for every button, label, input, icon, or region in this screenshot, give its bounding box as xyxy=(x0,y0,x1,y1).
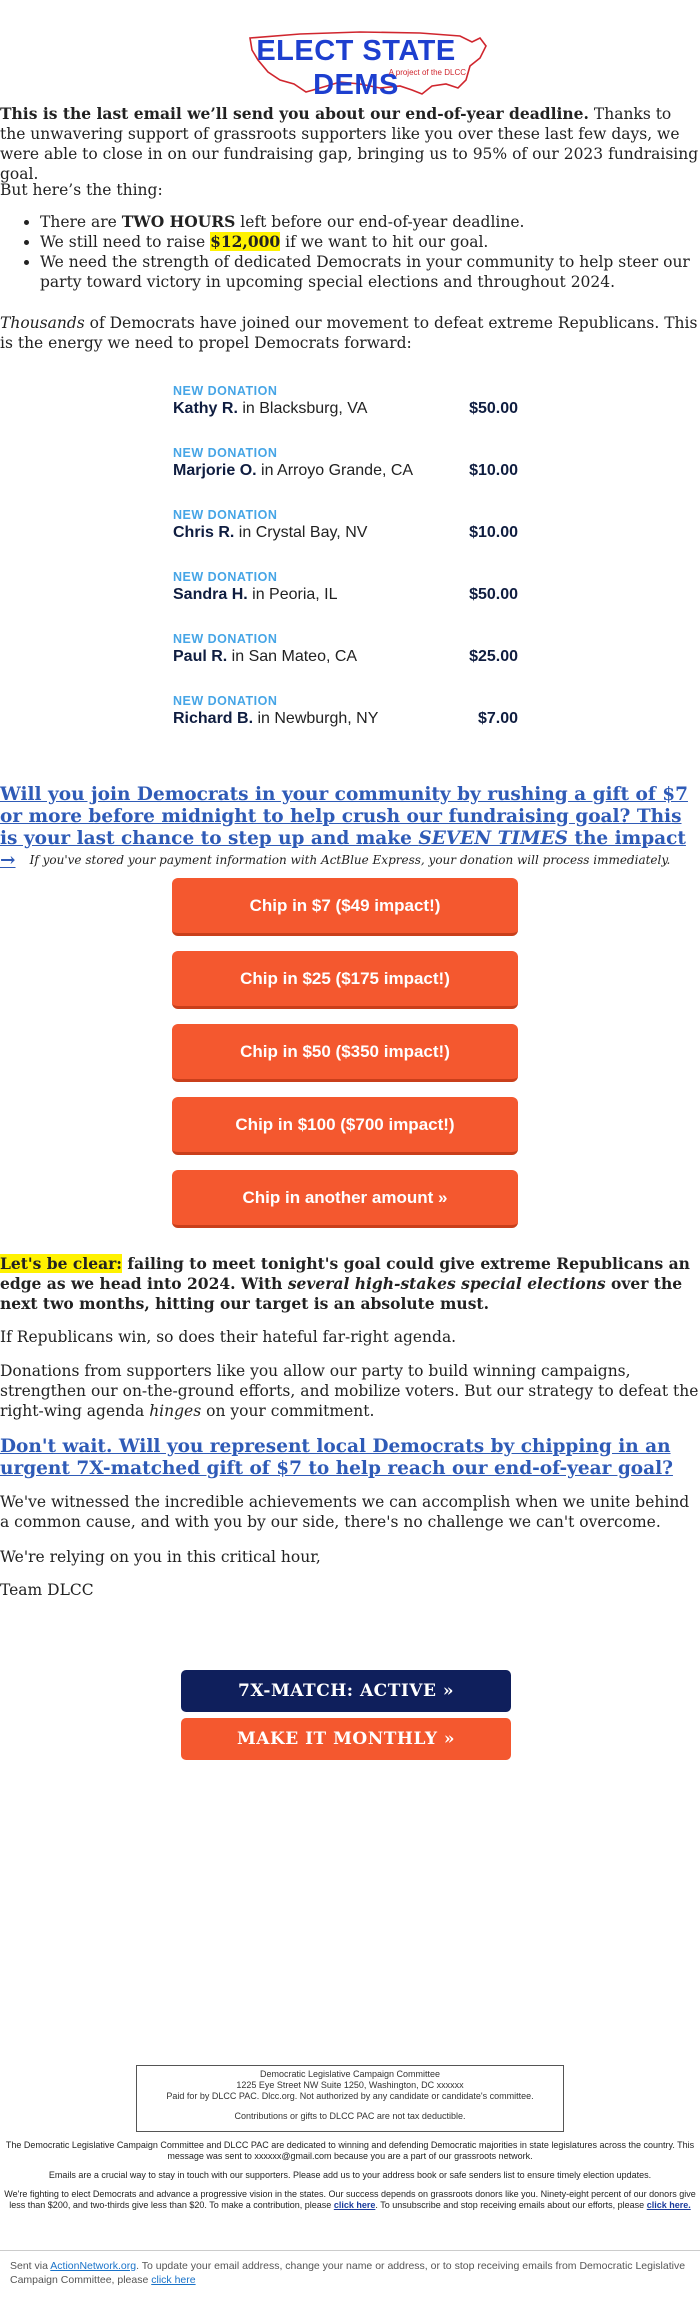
thousands-paragraph xyxy=(0,313,700,353)
clear-bold: over the next two months, hitting our target is an absolute must. xyxy=(0,1274,683,1313)
bullet-bold: TWO HOURS xyxy=(121,212,236,231)
witnessed-text: We've witnessed the incredible achievements we can accomplish when we unite behind a common cause, and with you by our side, there's no challenge we can't overcome. xyxy=(0,1493,690,1531)
contribute-link[interactable]: click here xyxy=(333,2200,376,2210)
actionnetwork-link[interactable]: ActionNetwork.org xyxy=(50,2260,137,2272)
logo-title: ELECT STATE DEMS xyxy=(256,35,456,101)
intro-paragraph xyxy=(0,104,700,184)
signoff-paragraph xyxy=(0,1580,700,1600)
relying-paragraph xyxy=(0,1547,700,1567)
donor-line xyxy=(173,710,378,728)
donation-row xyxy=(173,508,518,570)
intro-lead: This is the last email we’ll send you about our end-of-year deadline. xyxy=(0,104,589,123)
footer-text: . To unsubscribe and stop receiving emails about our efforts, please xyxy=(375,2200,647,2210)
ask2-paragraph xyxy=(0,1436,700,1480)
bullet-text: if we want to hit our goal. xyxy=(280,233,489,251)
footer-org-name: Democratic Legislative Campaign Committee xyxy=(259,2069,441,2079)
sent-via-footer xyxy=(0,2250,700,2287)
donor-place: in Blacksburg, VA xyxy=(237,400,368,417)
donation-tag: NEW DONATION xyxy=(173,446,278,460)
donation-tag: NEW DONATION xyxy=(173,508,278,522)
footer-paid-for: Paid for by DLCC PAC. Dlcc.org. Not authorized by any candidate or candidate's committee. xyxy=(166,2091,534,2101)
donor-line xyxy=(173,524,367,542)
footer-safe-senders: Emails are a crucial way to stay in touch with our supporters. Please add us to your address book or safe senders list to ensure timely election updates. xyxy=(48,2170,652,2180)
chip-in-100-button[interactable]: Chip in $100 ($700 impact!) xyxy=(172,1097,518,1155)
thousands-italic: Thousands xyxy=(0,314,85,332)
thing-paragraph xyxy=(0,180,700,200)
footer-fundraising xyxy=(0,2189,700,2211)
donor-place: in Arroyo Grande, CA xyxy=(256,462,414,479)
donation-amount: $10.00 xyxy=(469,524,518,541)
ask-italic: SEVEN TIMES xyxy=(418,828,568,849)
donation-amount: $25.00 xyxy=(469,648,518,665)
chip-in-7-button[interactable]: Chip in $7 ($49 impact!) xyxy=(172,878,518,936)
donation-row xyxy=(173,384,518,446)
donor-place: in San Mateo, CA xyxy=(227,648,358,665)
clear-italic: several high-stakes special elections xyxy=(287,1274,606,1293)
donor-place: in Peoria, IL xyxy=(247,586,338,603)
logo-subtitle: A project of the DLCC xyxy=(388,68,466,77)
donation-tag: NEW DONATION xyxy=(173,570,278,584)
footer-tax-note: Contributions or gifts to DLCC PAC are not tax deductible. xyxy=(234,2111,466,2121)
republicans-paragraph xyxy=(0,1327,700,1347)
donor-line xyxy=(173,648,357,666)
bullet-list xyxy=(0,212,700,292)
chip-in-other-button[interactable]: Chip in another amount » xyxy=(172,1170,518,1228)
donations-italic: hinges xyxy=(149,1402,202,1420)
chip-in-25-button[interactable]: Chip in $25 ($175 impact!) xyxy=(172,951,518,1009)
clear-paragraph xyxy=(0,1254,700,1314)
donor-name: Sandra H. xyxy=(173,586,248,603)
manage-subscription-link[interactable]: click here xyxy=(151,2274,196,2286)
match-active-button[interactable]: 7X-MATCH: ACTIVE » xyxy=(181,1670,511,1712)
bullet-text: We still need to raise xyxy=(40,233,211,251)
bullet-text: There are xyxy=(40,213,122,231)
donor-line xyxy=(173,586,338,604)
highlighted-amount: $12,000 xyxy=(210,232,281,251)
elect-state-dems-logo[interactable] xyxy=(210,28,500,101)
donation-amount: $7.00 xyxy=(477,710,518,727)
donations-text: Donations from supporters like you allow our party to build winning campaigns, strengthen our on-the-ground efforts, and mobilize voters. But our strategy to defeat the right-wing agenda xyxy=(0,1362,699,1420)
donor-line xyxy=(173,462,413,480)
relying-text: We're relying on you in this critical hour, xyxy=(0,1548,321,1566)
republicans-text: If Republicans win, so does their hateful far-right agenda. xyxy=(0,1328,457,1346)
make-monthly-button[interactable]: MAKE IT MONTHLY » xyxy=(181,1718,511,1760)
donation-tag: NEW DONATION xyxy=(173,694,278,708)
donation-amount: $10.00 xyxy=(469,462,518,479)
sent-via-text: Sent via xyxy=(10,2260,51,2272)
express-note: If you've stored your payment information with ActBlue Express, your donation will process immediately. xyxy=(29,853,671,867)
donor-place: in Newburgh, NY xyxy=(253,710,379,727)
donation-row xyxy=(173,694,518,756)
donor-line xyxy=(173,400,367,418)
donor-name: Marjorie O. xyxy=(173,462,257,479)
signoff-text: Team DLCC xyxy=(0,1581,94,1599)
donor-name: Paul R. xyxy=(173,648,228,665)
donor-place: in Crystal Bay, NV xyxy=(234,524,368,541)
chip-in-50-button[interactable]: Chip in $50 ($350 impact!) xyxy=(172,1024,518,1082)
unsubscribe-link[interactable]: click here. xyxy=(646,2200,691,2210)
bullet-deadline xyxy=(40,212,700,232)
clear-bold: failing to meet tonight's goal could give extreme Republicans an edge as we head into 2024. With xyxy=(0,1254,690,1293)
donor-name: Richard B. xyxy=(173,710,254,727)
footer-text: We're fighting to elect Democrats and advance a progressive vision in the states. Our success depends on grassroots donors like you. Ninety-eight percent of our donors give less than $200, and two-thirds give less than $20. To make a contribution, please xyxy=(4,2189,696,2210)
donor-name: Kathy R. xyxy=(173,400,238,417)
ask-text: Will you join Democrats in your community by rushing a gift of $7 or more before midnight to help crush our fundraising goal? This is your last chance to step up and make xyxy=(0,784,688,849)
donation-row xyxy=(173,446,518,508)
donation-tag: NEW DONATION xyxy=(173,384,278,398)
bullet-strength: • We need the strength of dedicated Democrats in your community to help steer our party toward victory in upcoming special elections and throughout 2024. xyxy=(40,252,700,292)
intro-rest: Thanks to the unwavering support of grassroots supporters like you over these last few days, we were able to close in on our fundraising gap, bringing us to 95% of our 2023 fundraising goal. xyxy=(0,105,699,183)
donation-amount: $50.00 xyxy=(469,586,518,603)
donation-feed xyxy=(173,384,518,756)
bullet-amount xyxy=(40,232,700,252)
donate-ask-link-2[interactable]: Don't wait. Will you represent local Democrats by chipping in an urgent 7X-matched gift of $7 to help reach our end-of-year goal? xyxy=(0,1436,673,1479)
ask-arrow-text: the impact → xyxy=(0,828,686,871)
sent-via-text: . To update your email address, change your name or address, or to stop receiving emails from Democratic Legislative Campaign Committee, please xyxy=(10,2260,686,2286)
donation-amount: $50.00 xyxy=(469,400,518,417)
donation-row xyxy=(173,632,518,694)
witnessed-paragraph xyxy=(0,1492,700,1532)
thousands-rest: of Democrats have joined our movement to defeat extreme Republicans. This is the energy we need to propel Democrats forward: xyxy=(0,314,698,352)
donations-text: on your commitment. xyxy=(201,1402,375,1420)
donation-row xyxy=(173,570,518,632)
donor-name: Chris R. xyxy=(173,524,235,541)
footer-address: 1225 Eye Street NW Suite 1250, Washington, DC xxxxxx xyxy=(236,2080,464,2090)
donations-paragraph xyxy=(0,1361,700,1421)
thing-text: But here’s the thing: xyxy=(0,181,163,199)
bullet-text: left before our end-of-year deadline. xyxy=(235,213,525,231)
footer-disclaimer-box xyxy=(136,2065,564,2132)
footer-mission: The Democratic Legislative Campaign Committee and DLCC PAC are dedicated to winning and defending Democratic majorities in state legislatures across the country. This message was sent to xxxxxx@gmail.com because you are a part of our grassroots network. xyxy=(5,2140,695,2161)
clear-highlight: Let's be clear: xyxy=(0,1254,123,1273)
donation-tag: NEW DONATION xyxy=(173,632,278,646)
email-header xyxy=(0,0,700,108)
